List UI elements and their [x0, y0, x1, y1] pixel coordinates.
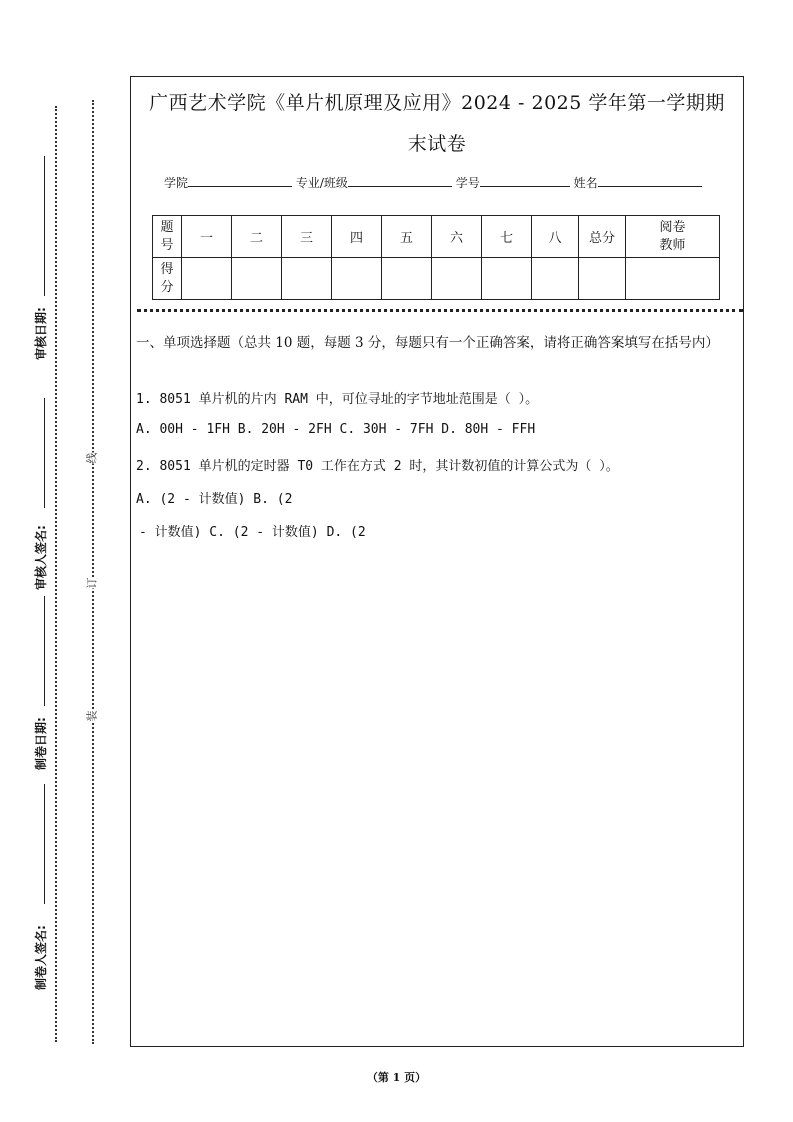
college-field[interactable]: [188, 174, 292, 187]
question-1-options: A. 00H - 1FH B. 20H - 2FH C. 30H - 7FH D. 80H - FFH: [136, 422, 536, 437]
binding-mark-staple: 装: [85, 710, 99, 722]
col-7: 七: [482, 216, 532, 258]
prepare-date-line: [44, 596, 45, 706]
score-table: [152, 215, 720, 300]
score-cell[interactable]: [532, 258, 579, 300]
binding-dotted-line-outer: [55, 106, 57, 1042]
score-table-score-row: [153, 258, 720, 300]
score-cell[interactable]: [432, 258, 482, 300]
section1-heading: 一、单项选择题（总共 10 题，每题 3 分，每题只有一个正确答案，请将正确答案填写在括号内）: [136, 335, 719, 351]
binding-mark-bind: 订: [85, 577, 99, 589]
preparer-sign-line: [44, 784, 45, 904]
approval-date-line: [44, 156, 45, 296]
score-cell[interactable]: [579, 258, 626, 300]
score-cell[interactable]: [232, 258, 282, 300]
question-2-options: A. (2 - 计数值) B. (2: [136, 492, 293, 507]
header-divider: [137, 309, 743, 312]
prepare-date-label: 制卷日期:: [34, 717, 48, 770]
student-info-row: [164, 174, 702, 191]
score-row-label: 得 分: [153, 258, 182, 300]
col-grader: 阅卷 教师: [626, 216, 720, 258]
col-total: 总分: [579, 216, 626, 258]
preparer-sign-label: 制卷人签名:: [34, 925, 48, 990]
question-2-stem: 2. 8051 单片机的定时器 T0 工作在方式 2 时，其计数初值的计算公式为（ ）。: [136, 459, 619, 474]
page-number: （第 1 页）: [366, 1071, 427, 1084]
score-cell[interactable]: [182, 258, 232, 300]
approver-sign-label: 审核人签名:: [34, 525, 48, 590]
score-cell[interactable]: [282, 258, 332, 300]
col-1: 一: [182, 216, 232, 258]
header-row-label: 题 号: [153, 216, 182, 258]
question-2-options-cont: - 计数值) C. (2 - 计数值) D. (2: [139, 525, 366, 540]
score-cell[interactable]: [382, 258, 432, 300]
score-table-header-row: [153, 216, 720, 258]
name-field[interactable]: [598, 174, 702, 187]
name-label: 姓名: [573, 176, 598, 190]
binding-dotted-line-inner: [92, 100, 94, 1044]
major-label: 专业/班级: [295, 176, 348, 190]
score-cell[interactable]: [482, 258, 532, 300]
col-5: 五: [382, 216, 432, 258]
score-cell[interactable]: [332, 258, 382, 300]
college-label: 学院: [164, 176, 189, 190]
major-field[interactable]: [348, 174, 452, 187]
student-id-label: 学号: [455, 176, 480, 190]
col-4: 四: [332, 216, 382, 258]
col-2: 二: [232, 216, 282, 258]
approval-date-label: 审核日期:: [34, 307, 48, 360]
col-8: 八: [532, 216, 579, 258]
student-id-field[interactable]: [480, 174, 570, 187]
exam-title-line1: 广西艺术学院《单片机原理及应用》2024 - 2025 学年第一学期期: [149, 92, 725, 114]
col-6: 六: [432, 216, 482, 258]
score-cell[interactable]: [626, 258, 720, 300]
exam-title-line2: 末试卷: [407, 133, 467, 155]
question-1-stem: 1. 8051 单片机的片内 RAM 中，可位寻址的字节地址范围是（ ）。: [136, 392, 539, 407]
col-3: 三: [282, 216, 332, 258]
approver-sign-line: [44, 398, 45, 508]
exam-frame: [130, 76, 744, 1047]
binding-mark-line: 线: [85, 452, 99, 464]
